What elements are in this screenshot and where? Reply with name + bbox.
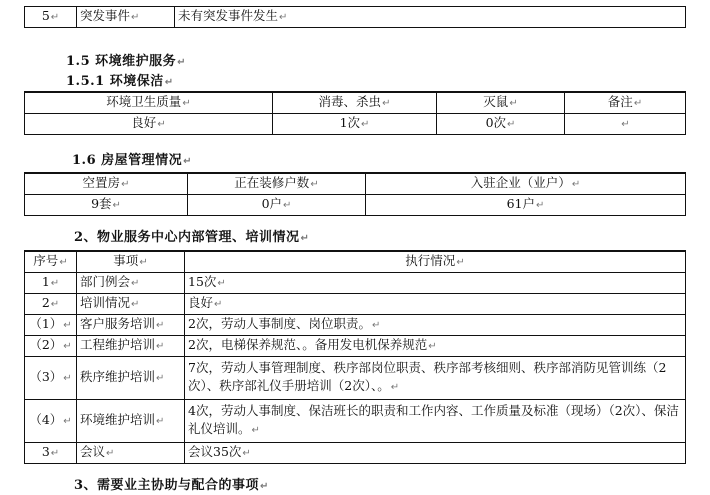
table-header-row: [25, 173, 686, 195]
cell: ↵: [565, 114, 686, 135]
cell: 0户↵: [188, 195, 366, 216]
col-header: 环境卫生质量↵: [25, 92, 273, 114]
row-value: 良好↵: [185, 294, 686, 315]
row-value: 2次，劳动人事制度、岗位职责。↵: [185, 315, 686, 336]
col-header: 消毒、杀虫↵: [273, 92, 437, 114]
cell: 1次↵: [273, 114, 437, 135]
cell: 良好↵: [25, 114, 273, 135]
heading-1-5-1: 1.5.1 环境保洁↵: [66, 74, 174, 89]
row-item: 会议↵: [77, 443, 185, 464]
row-value: 会议35次↵: [185, 443, 686, 464]
row-value: 未有突发事件发生↵: [175, 7, 686, 28]
row-item: 工程维护培训↵: [77, 336, 185, 357]
table-row: [25, 400, 686, 443]
table-row: [25, 7, 686, 28]
row-item: 客户服务培训↵: [77, 315, 185, 336]
row-number: （1）↵: [25, 315, 77, 336]
row-value: 7次，劳动人事管理制度、秩序部岗位职责、秩序部考核细则、秩序部消防见管训练（2次）、秩序部礼仪手册培训（2次）、。↵: [185, 357, 686, 400]
row-value: 4次，劳动人事制度、保洁班长的职责和工作内容、工作质量及标准（现场）（2次）、保洁礼仪培训。↵: [185, 400, 686, 443]
row-number: 5↵: [25, 7, 77, 28]
table-header-row: [25, 251, 686, 273]
table-row: [25, 443, 686, 464]
row-number: （3）↵: [25, 357, 77, 400]
row-number: （2）↵: [25, 336, 77, 357]
row-item: 突发事件↵: [77, 7, 175, 28]
cell: 61户↵: [366, 195, 686, 216]
cell: 0次↵: [437, 114, 565, 135]
row-number: 1↵: [25, 273, 77, 294]
row-item: 秩序维护培训↵: [77, 357, 185, 400]
table-row: [25, 357, 686, 400]
table-row: [25, 114, 686, 135]
environment-table: [24, 91, 686, 135]
table-row: [25, 273, 686, 294]
col-header: 入驻企业（业户）↵: [366, 173, 686, 195]
heading-3: 3、需要业主协助与配合的事项↵: [74, 478, 269, 493]
col-header: 序号↵: [25, 251, 77, 273]
heading-1-5: 1.5 环境维护服务↵: [66, 54, 187, 69]
table-row: [25, 294, 686, 315]
col-header: 正在装修户数↵: [188, 173, 366, 195]
table-row: [25, 195, 686, 216]
row-item: 培训情况↵: [77, 294, 185, 315]
row-number: 2↵: [25, 294, 77, 315]
heading-1-6: 1.6 房屋管理情况↵: [72, 153, 193, 168]
col-header: 事项↵: [77, 251, 185, 273]
row-value: 15次↵: [185, 273, 686, 294]
row-value: 2次，电梯保养规范、。备用发电机保养规范↵: [185, 336, 686, 357]
row-number: （4）↵: [25, 400, 77, 443]
heading-2: 2、物业服务中心内部管理、培训情况↵: [74, 230, 310, 245]
col-header: 灭鼠↵: [437, 92, 565, 114]
management-table: [24, 250, 686, 464]
col-header: 备注↵: [565, 92, 686, 114]
table-row: [25, 315, 686, 336]
house-table: [24, 172, 686, 216]
table-row: [25, 336, 686, 357]
col-header: 执行情况↵: [185, 251, 686, 273]
row-number: 3↵: [25, 443, 77, 464]
cell: 9套↵: [25, 195, 188, 216]
col-header: 空置房↵: [25, 173, 188, 195]
row-item: 部门例会↵: [77, 273, 185, 294]
row-item: 环境维护培训↵: [77, 400, 185, 443]
table-header-row: [25, 92, 686, 114]
incident-table: [24, 6, 686, 28]
